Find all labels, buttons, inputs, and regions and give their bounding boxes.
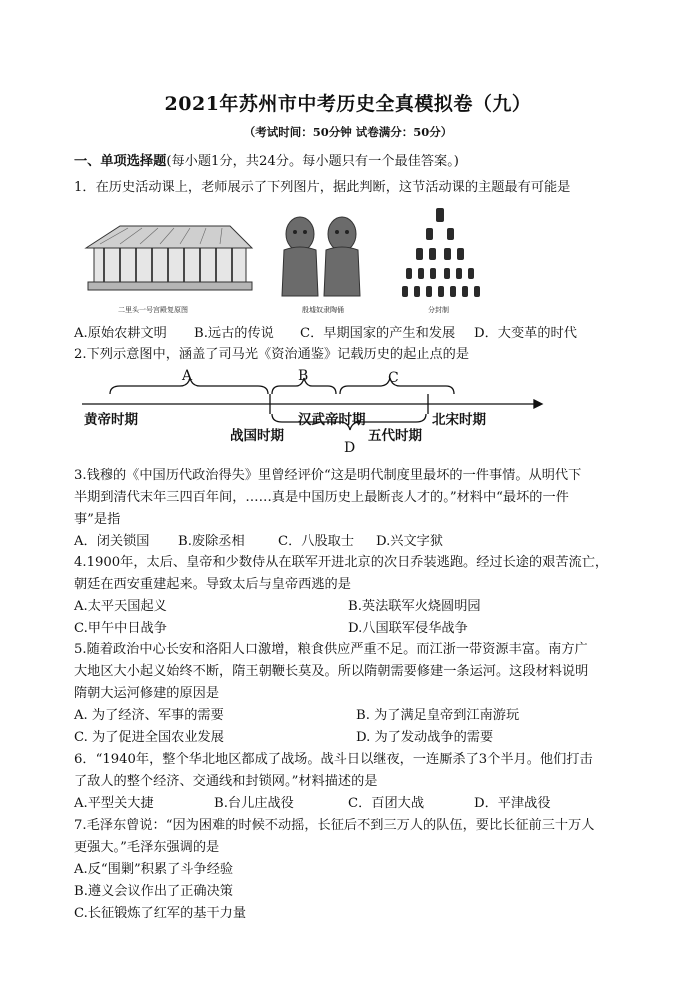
q3-option-c: C．八股取士 — [278, 534, 355, 549]
question-4-line-1: 4.1900年，太后、皇帝和少数侍从在联军开进北京的次日乔装逃跑。经过长途的艰苦流亡， — [74, 555, 609, 570]
q7-option-b: B.遵义会议作出了正确决策 — [74, 884, 233, 899]
section-title: 一、单项选择题 — [74, 154, 167, 169]
question-5-line-1: 5.随着政治中心长安和洛阳人口激增，粮食供应严重不足。而江浙一带资源丰富。南方广 — [74, 642, 588, 657]
palace-illustration-icon — [80, 214, 258, 300]
q3-option-d: D.兴文字狱 — [376, 534, 444, 549]
section-note: (每小题1分，共24分。每小题只有一个最佳答案。) — [166, 154, 459, 169]
pyramid-hierarchy-icon — [398, 206, 482, 302]
q1-option-a: A.原始农耕文明 — [74, 326, 167, 341]
q7-option-c: C.长征锻炼了红军的基干力量 — [74, 906, 247, 921]
timeline-letter-c: C — [388, 370, 399, 386]
figurines-photo-icon — [276, 210, 368, 300]
page-title: 2021年苏州市中考历史全真模拟卷（九） — [164, 93, 532, 115]
question-6-line-1: 6．“1940年，整个华北地区都成了战场。战斗日以继夜，一连厮杀了3个半月。他们打击 — [74, 752, 593, 767]
q5-option-c: C. 为了促进全国农业发展 — [74, 730, 224, 745]
q5-option-b: B. 为了满足皇帝到江南游玩 — [356, 708, 520, 723]
question-2-stem: 2.下列示意图中，涵盖了司马光《资治通鉴》记载历史的起止点的是 — [74, 347, 470, 362]
q6-option-a: A.平型关大捷 — [74, 796, 154, 811]
timeline-letter-a: A — [182, 368, 193, 384]
question-4-line-2: 朝廷在西安重建起来。导致太后与皇帝西逃的是 — [74, 577, 351, 592]
q1-option-c: C．早期国家的产生和发展 — [300, 326, 456, 341]
q3-option-a: A．闭关锁国 — [74, 534, 150, 549]
image-caption-figurines: 殷墟奴隶陶俑 — [302, 306, 344, 314]
exam-info: （考试时间：50分钟 试卷满分：50分） — [243, 125, 453, 139]
question-5-line-2: 大地区大小起义始终不断，隋王朝鞭长莫及。所以隋朝需要修建一条运河。这段材料说明 — [74, 664, 589, 679]
q1-option-b: B.远古的传说 — [194, 326, 274, 341]
timeline-label-huangdi: 黄帝时期 — [84, 412, 138, 428]
q7-option-a: A.反“围剿”积累了斗争经验 — [74, 862, 234, 877]
timeline-letter-b: B — [298, 368, 309, 384]
image-caption-palace: 二里头一号宫殿复原图 — [118, 306, 188, 314]
q6-option-c: C．百团大战 — [348, 796, 425, 811]
section-heading — [74, 152, 459, 172]
q6-option-b: B.台儿庄战役 — [214, 796, 294, 811]
q4-option-a: A.太平天国起义 — [74, 599, 167, 614]
q4-option-d: D.八国联军侵华战争 — [348, 621, 468, 636]
q5-option-a: A. 为了经济、军事的需要 — [74, 708, 224, 723]
question-1-stem: 1．在历史活动课上，老师展示了下列图片，据此判断，这节活动课的主题最有可能是 — [74, 180, 571, 195]
question-3-line-2: 半期到清代末年三四百年间，……真是中国历史上最断丧人才的。”材料中“最坏的一件 — [74, 490, 569, 505]
image-caption-pyramid: 分封制 — [428, 306, 449, 314]
q4-option-b: B.英法联军火烧圆明园 — [348, 599, 481, 614]
q6-option-d: D．平津战役 — [474, 796, 551, 811]
timeline-label-wudai: 五代时期 — [368, 428, 422, 444]
timeline-letter-d: D — [344, 440, 356, 456]
timeline-label-zhanguo: 战国时期 — [230, 428, 284, 444]
timeline-label-beisong: 北宋时期 — [432, 412, 486, 428]
q1-option-d: D．大变革的时代 — [474, 326, 577, 341]
q5-option-d: D. 为了发动战争的需要 — [356, 730, 494, 745]
question-3-line-3: 事”是指 — [74, 512, 121, 527]
q3-option-b: B.废除丞相 — [178, 534, 245, 549]
question-5-line-3: 隋朝大运河修建的原因是 — [74, 686, 220, 701]
question-6-line-2: 了敌人的整个经济、交通线和封锁网。”材料描述的是 — [74, 774, 378, 789]
question-7-line-1: 7.毛泽东曾说：“因为困难的时候不动摇，长征后不到三万人的队伍，要比长征前三十万人 — [74, 818, 595, 833]
question-3-line-1: 3.钱穆的《中国历代政治得失》里曾经评价“这是明代制度里最坏的一件事情。从明代下 — [74, 468, 582, 483]
timeline-label-hanwudi: 汉武帝时期 — [298, 412, 366, 428]
q4-option-c: C.甲午中日战争 — [74, 621, 167, 636]
question-7-line-2: 更强大。”毛泽东强调的是 — [74, 840, 220, 855]
